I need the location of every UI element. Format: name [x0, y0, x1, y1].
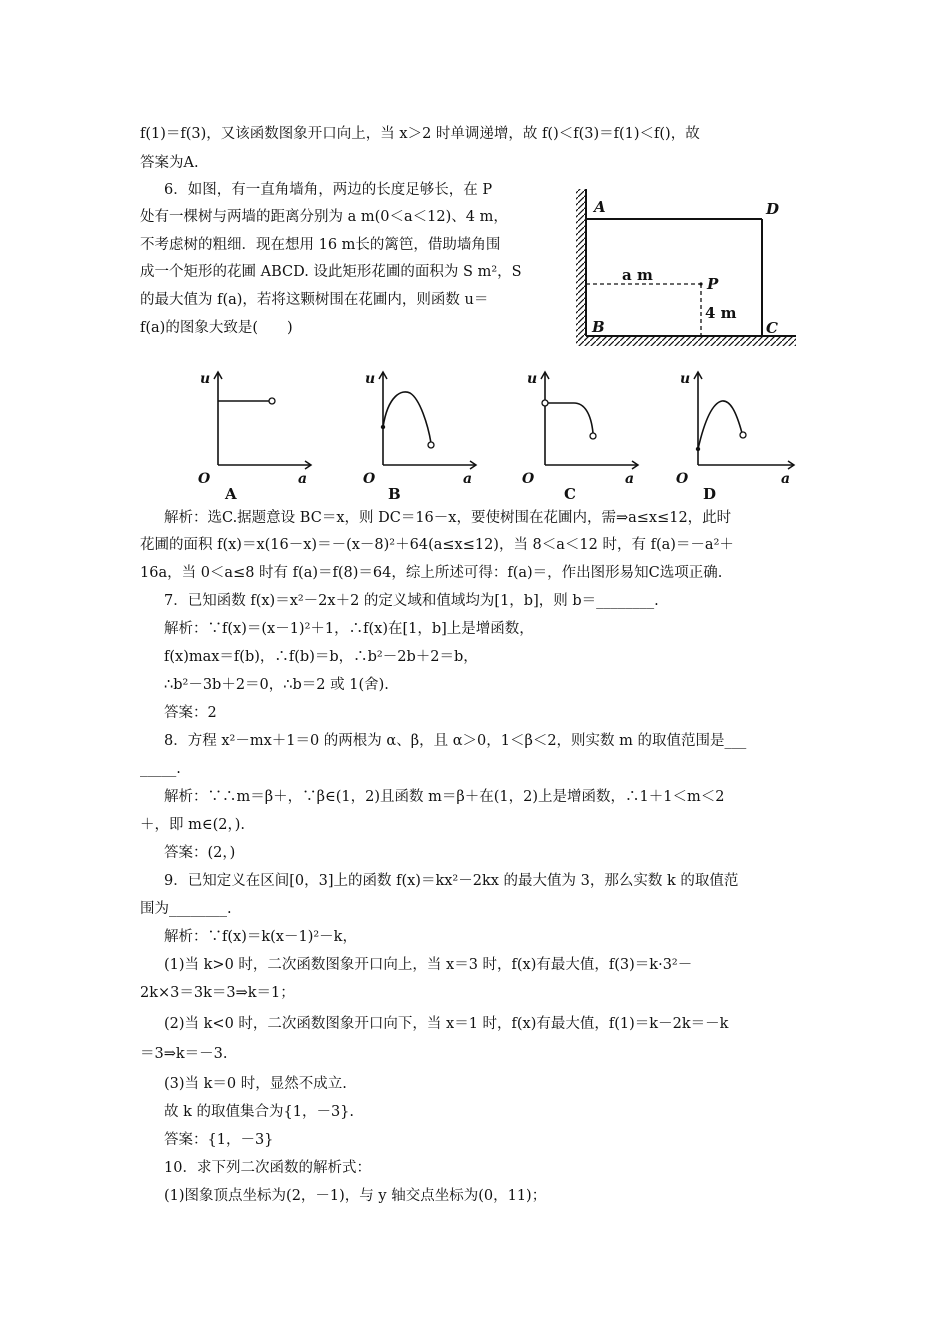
- question-6-line: 的最大值为 f(a)，若将这颗树围在花圃内，则函数 u＝: [140, 292, 489, 308]
- question-6-line: f(a)的图象大致是( ): [140, 320, 293, 336]
- graph-c-curve: [545, 403, 593, 433]
- wall-hatch-vertical: [576, 189, 586, 342]
- svg-text:u: u: [527, 371, 538, 387]
- option-graph-b: [350, 365, 485, 505]
- question-9-line: 围为________.: [140, 901, 232, 917]
- label-D: D: [766, 200, 780, 218]
- solution-9-line: (2)当 k<0 时，二次函数图象开口向下，当 x＝1 时，f(x)有最大值，f(1)＝k－2k＝－k: [164, 1016, 729, 1032]
- solution-6-line: 16a，当 0＜a≤8 时有 f(a)＝f(8)＝64，综上所述可得：f(a)＝，作出图形易知C选项正确.: [140, 565, 723, 581]
- option-graph-c: [512, 365, 647, 505]
- svg-text:O: O: [363, 471, 376, 487]
- label-a-m: a m: [622, 266, 653, 284]
- answer-8: 答案：(2，): [164, 845, 236, 861]
- caption-d: D: [703, 485, 717, 503]
- solution-6-line: 解析：选C.据题意设 BC＝x，则 DC＝16－x，要使树围在花圃内，需⇒a≤x≤12，此时: [164, 510, 732, 526]
- caption-a: A: [225, 485, 237, 503]
- caption-b: B: [388, 485, 401, 503]
- solution-8-line: ＋，即 m∈(2，).: [140, 817, 245, 833]
- tree-point: [699, 282, 702, 285]
- question-9-line: 9．已知定义在区间[0，3]上的函数 f(x)＝kx²－2kx 的最大值为 3，那么实数 k 的取值范: [164, 873, 739, 889]
- label-B: B: [592, 318, 605, 336]
- option-graph-d: [668, 365, 803, 505]
- question-7: 7．已知函数 f(x)＝x²－2x＋2 的定义域和值域均为[1，b]，则 b＝________.: [164, 593, 659, 609]
- svg-text:O: O: [676, 471, 689, 487]
- wall-hatch-horizontal: [576, 336, 796, 346]
- solution-7-line: 解析：∵f(x)＝(x－1)²＋1，∴f(x)在[1，b]上是增函数，: [164, 621, 534, 637]
- svg-text:a: a: [298, 471, 308, 487]
- graph-d-curve: [698, 401, 742, 449]
- question-6-line: 不考虑树的粗细．现在想用 16 m长的篱笆，借助墙角围: [140, 237, 501, 253]
- graph-b-curve: [383, 392, 431, 443]
- text-line: f(1)＝f(3)，又该函数图象开口向上，当 x＞2 时单调递增，故 f()＜f(3)＝f(1)＜f()，故: [140, 126, 700, 142]
- question-6-line: 成一个矩形的花圃 ABCD. 设此矩形花圃的面积为 S m²，S: [140, 264, 522, 280]
- question-6-line: 6．如图，有一直角墙角，两边的长度足够长，在 P: [164, 182, 493, 198]
- question-6-line: 处有一棵树与两墙的距离分别为 a m(0＜a＜12)、4 m，: [140, 209, 508, 225]
- svg-text:u: u: [200, 371, 211, 387]
- label-4-m: 4 m: [705, 304, 737, 322]
- question-10-part-1: (1)图象顶点坐标为(2，－1)，与 y 轴交点坐标为(0，11)；: [164, 1188, 547, 1204]
- label-C: C: [766, 319, 778, 337]
- text-line: 答案为A.: [140, 155, 199, 171]
- solution-7-line: ∴b²－3b＋2＝0，∴b＝2 或 1(舍).: [164, 677, 389, 693]
- svg-text:O: O: [522, 471, 535, 487]
- svg-text:u: u: [680, 371, 691, 387]
- question-8-line: 8．方程 x²－mx＋1＝0 的两根为 α、β，且 α＞0，1＜β＜2，则实数 m 的取值范围是___: [164, 733, 747, 749]
- question-10: 10．求下列二次函数的解析式：: [164, 1160, 371, 1176]
- solution-6-line: 花圃的面积 f(x)＝x(16－x)＝－(x－8)²＋64(a≤x≤12)，当 8＜a＜12 时，有 f(a)＝－a²＋: [140, 537, 734, 553]
- solution-9-line: 解析：∵f(x)＝k(x－1)²－k，: [164, 929, 357, 945]
- solution-9-line: 2k×3＝3k＝3⇒k＝1；: [140, 985, 295, 1001]
- svg-text:a: a: [781, 471, 791, 487]
- label-A: A: [594, 198, 606, 216]
- garden-figure: [572, 185, 798, 350]
- svg-text:u: u: [365, 371, 376, 387]
- question-8-line: _____.: [140, 761, 181, 777]
- svg-text:a: a: [625, 471, 635, 487]
- svg-text:a: a: [463, 471, 473, 487]
- answer-9: 答案：{1，－3}: [164, 1132, 274, 1148]
- svg-text:O: O: [198, 471, 211, 487]
- solution-7-line: f(x)max＝f(b)，∴f(b)＝b，∴b²－2b＋2＝b，: [164, 649, 478, 665]
- label-P: P: [707, 275, 719, 293]
- solution-9-line: 故 k 的取值集合为{1，－3}.: [164, 1104, 355, 1120]
- solution-9-line: (1)当 k>0 时，二次函数图象开口向上，当 x＝3 时，f(x)有最大值，f(3)＝k·3²－: [164, 957, 693, 973]
- option-graph-a: [185, 365, 320, 505]
- solution-8-line: 解析：∵∴m＝β＋，∵β∈(1，2)且函数 m＝β＋在(1，2)上是增函数，∴1＋1＜m＜2: [164, 789, 725, 805]
- caption-c: C: [564, 485, 576, 503]
- answer-7: 答案：2: [164, 705, 217, 721]
- solution-9-line: ＝3⇒k＝－3.: [140, 1046, 228, 1062]
- solution-9-line: (3)当 k＝0 时，显然不成立.: [164, 1076, 347, 1092]
